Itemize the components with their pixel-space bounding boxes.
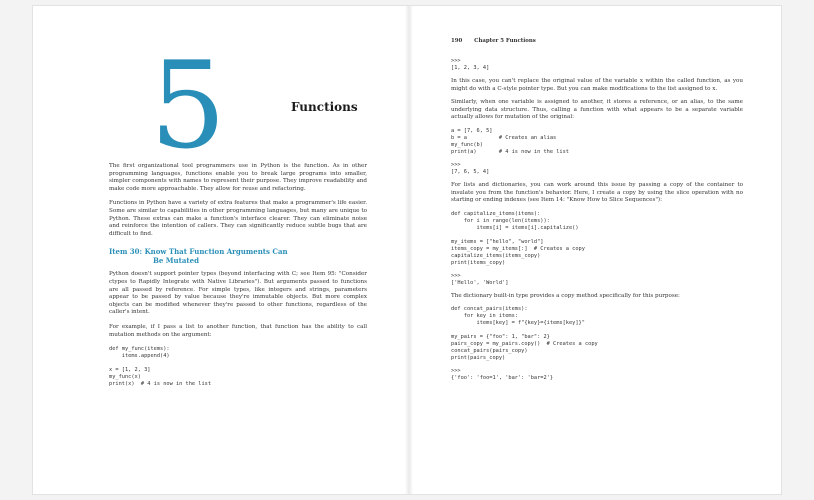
- code-block-my-func: def my_func(items): items.append(4) x = [1, 2, 3] my_func(x) print(x) # 4 is now in the list: [109, 346, 212, 388]
- code-block-concat-pairs: def concat_pairs(items): for key in items: items[key] = f"{key}={items[key]}" my_pairs = {"foo": 1, "bar": 2} pairs_copy = my_pairs.copy() # Creates a copy concat_pairs(pairs_copy) print(pairs_copy): [451, 306, 598, 362]
- running-head-title: Chapter 5 Functions: [474, 38, 536, 44]
- output-block-3: >>> ['Hello', 'World']: [451, 272, 509, 286]
- page-number: 190: [451, 38, 463, 44]
- left-page: [33, 6, 405, 494]
- code-block-capitalize: def capitalize_items(items): for i in range(len(items)): items[i] = items[i].capitalize() my_items = ["hello", "world"] items_copy = my_items[:] # Creates a copy capitalize_items(items_copy) print(items_copy): [451, 210, 585, 266]
- output-block-2: >>> [7, 6, 5, 4]: [451, 161, 490, 175]
- item-paragraph-1: Python doesn't support pointer types (beyond interfacing with C; see Item 95: "Consider ctypes to Rapidly Integrate with Native Libraries"). But arguments passed to functions are all passed by reference. For simple types, like integers and strings, parameters appear to be passed by value because they're immutable objects. But more complex objects can be modified whenever they're passed to other functions, regardless of the caller's intent.: [109, 271, 367, 316]
- code-block-alias: a = [7, 6, 5] b = a # Creates an alias my_func(b) print(a) # 4 is now in the list: [451, 127, 569, 155]
- intro-paragraph-2: Functions in Python have a variety of extra features that make a programmer's life easier. Some are similar to capabilities in other programming languages, but many are unique to Python. These extras can make a function's interface clearer. They can eliminate noise and reinforce the intention of callers. They can significantly reduce subtle bugs that are difficult to find.: [109, 200, 367, 237]
- paragraph-1: In this case, you can't replace the original value of the variable x within the called function, as you might do with a C-style pointer type. But you can make modifications to the list assigned to x.: [451, 78, 743, 92]
- paragraph-4: The dictionary built-in type provides a copy method specifically for this purpose:: [451, 292, 680, 299]
- item-heading: [109, 247, 367, 265]
- right-page: [413, 6, 781, 494]
- item-paragraph-2: For example, if I pass a list to another function, that function has the ability to call mutation methods on the argument:: [109, 323, 367, 338]
- left-body: [109, 163, 367, 395]
- intro-paragraph-1: The first organizational tool programmers use in Python is the function. As in other programming languages, functions enable you to break large programs into smaller, simpler components with names to represent their purpose. They improve readability and make code more approachable. They allow for reuse and refactoring.: [109, 163, 367, 192]
- paragraph-2: Similarly, when one variable is assigned to another, it stores a reference, or an alias, to the same underlying data structure. Thus, calling a function with what appears to be a separate variable actually allows for mutation of the original:: [451, 99, 743, 121]
- chapter-number: 5: [149, 37, 227, 176]
- book-gutter: [405, 6, 413, 494]
- chapter-title: Functions: [291, 100, 358, 114]
- running-header: [451, 38, 536, 44]
- output-block-1: >>> [1, 2, 3, 4]: [451, 58, 490, 71]
- right-body: [451, 58, 743, 388]
- item-heading-line-2: Be Mutated: [153, 256, 199, 266]
- output-block-4: >>> {'foo': 'foo=1', 'bar': 'bar=2'}: [451, 368, 554, 382]
- item-heading-line-1: Item 30: Know That Function Arguments Can: [109, 247, 288, 257]
- book-spread: [33, 6, 781, 494]
- paragraph-3: For lists and dictionaries, you can work around this issue by passing a copy of the container to insulate you from the function's behavior. Here, I create a copy by using the slice operation with no starting or ending indexes (see Item 14: "Know How to Slice Sequences"):: [451, 181, 743, 204]
